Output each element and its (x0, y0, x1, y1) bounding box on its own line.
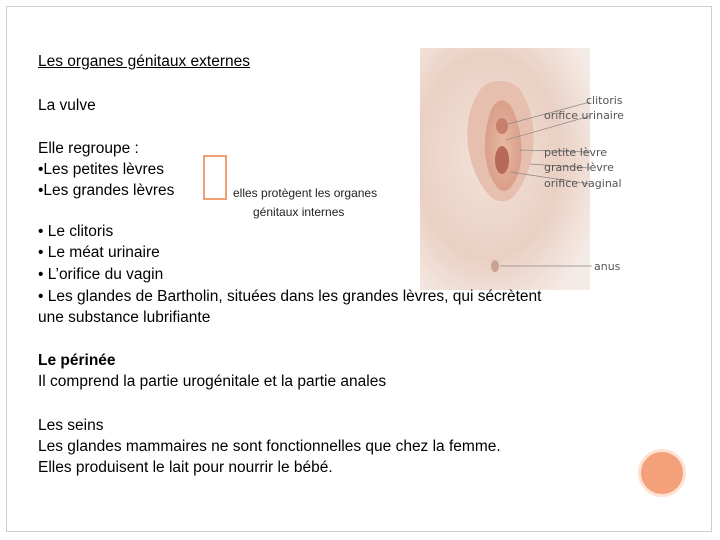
list-item-meat: • Le méat urinaire (38, 244, 160, 261)
list-item-clitoris: • Le clitoris (38, 223, 114, 240)
anatomy-figure (420, 48, 624, 290)
breasts-line2: Elles produisent le lait pour nourrir le bébé. (38, 459, 333, 476)
breasts-title: Les seins (38, 417, 104, 434)
perineum-title: Le périnée (38, 352, 116, 369)
label-large-lip: grande lèvre (544, 161, 614, 174)
vulva-title: La vulve (38, 97, 96, 114)
bracket-note-line2: génitaux internes (253, 205, 345, 219)
label-vaginal-orifice: orifice vaginal (544, 177, 622, 190)
list-item-bartholin: • Les glandes de Bartholin, situées dans les grandes lèvres, qui sécrètent (38, 288, 542, 305)
page-title: Les organes génitaux externes (38, 53, 250, 70)
bracket-note-line1: elles protègent les organes (233, 186, 378, 200)
label-clitoris: clitoris (586, 94, 623, 107)
perineum-text: Il comprend la partie urogénitale et la partie anales (38, 373, 387, 390)
bracket-left (203, 155, 215, 200)
intro-text: Elle regroupe : (38, 140, 139, 157)
list-item-bartholin-cont: une substance lubrifiante (38, 309, 211, 326)
breasts-line1: Les glandes mammaires ne sont fonctionnelles que chez la femme. (38, 438, 501, 455)
label-urinary-orifice: orifice urinaire (544, 109, 624, 122)
list-item-grandes-levres: •Les grandes lèvres (38, 182, 175, 199)
bracket-right (215, 155, 227, 200)
list-item-petites-levres: •Les petites lèvres (38, 161, 165, 178)
list-item-vagina: • L’orifice du vagin (38, 266, 164, 283)
label-anus: anus (594, 260, 621, 273)
label-small-lip: petite lèvre (544, 146, 608, 159)
decorative-circle (638, 449, 686, 497)
